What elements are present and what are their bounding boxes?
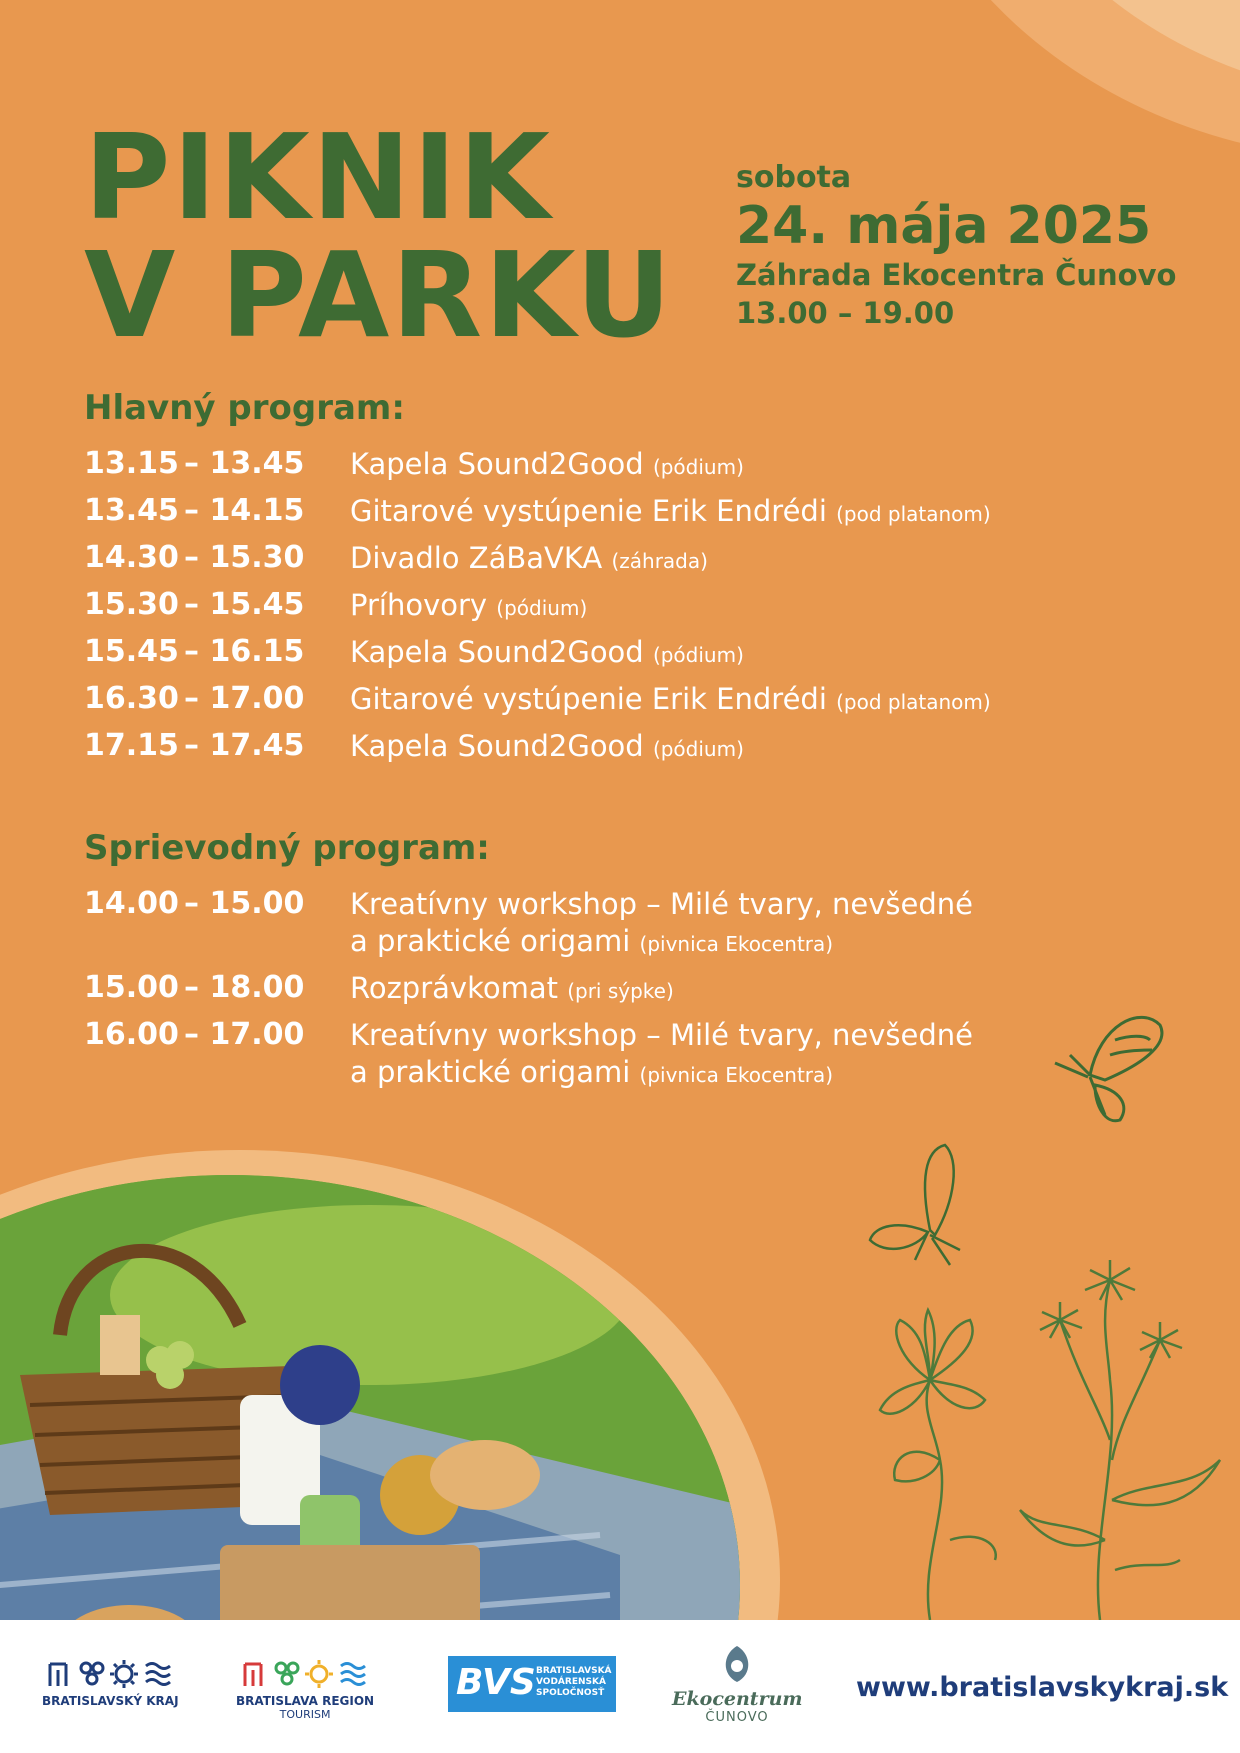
activity-location: (pod platanom) xyxy=(836,690,991,714)
activity xyxy=(350,970,674,1010)
activity xyxy=(350,493,991,533)
activity xyxy=(350,886,973,963)
bvs-label xyxy=(536,1666,612,1699)
logo-label: BRATISLAVA REGION xyxy=(236,1694,375,1708)
time-from: 15.45 xyxy=(84,634,179,669)
time-to: – 15.45 xyxy=(184,587,305,622)
time-to: – 17.00 xyxy=(184,681,305,716)
logo-bratislavsky-kraj[interactable] xyxy=(42,1656,179,1708)
time-from: 13.45 xyxy=(84,493,179,528)
time-from: 15.00 xyxy=(84,970,179,1005)
activity-name: Kapela Sound2Good xyxy=(350,447,644,481)
activity xyxy=(350,540,708,580)
event-day: sobota xyxy=(736,160,852,195)
event-info xyxy=(736,160,1176,332)
title-line-1: PIKNIK xyxy=(84,108,552,246)
activity-name: Kapela Sound2Good xyxy=(350,635,644,669)
bvs-label-line: BRATISLAVSKÁ xyxy=(536,1666,612,1676)
activity-location: (pódium) xyxy=(496,596,588,620)
activity-location: (pódium) xyxy=(652,643,744,667)
activity-name: Kapela Sound2Good xyxy=(350,729,644,763)
butterfly-icon xyxy=(860,1140,970,1270)
activity-name: Rozprávkomat xyxy=(350,971,558,1005)
logo-label: BRATISLAVSKÝ KRAJ xyxy=(42,1694,179,1708)
time-to: – 16.15 xyxy=(184,634,305,669)
time-from: 14.30 xyxy=(84,540,179,575)
activity-name: Kreatívny workshop – Milé tvary, nevšedné xyxy=(350,887,974,921)
time-from: 17.15 xyxy=(84,728,179,763)
butterfly-icon xyxy=(1050,1005,1170,1135)
picnic-scene-illustration xyxy=(0,1175,740,1620)
flower-illustration xyxy=(860,1260,1240,1620)
logo-sublabel: TOURISM xyxy=(279,1708,331,1721)
activity-name: Kreatívny workshop – Milé tvary, nevšedné xyxy=(350,1018,974,1052)
time-from: 15.30 xyxy=(84,587,179,622)
side-program-heading: Sprievodný program: xyxy=(84,828,490,868)
logo-bvs[interactable] xyxy=(448,1656,616,1712)
footer xyxy=(0,1620,1240,1753)
activity xyxy=(350,446,744,486)
event-date: 24. mája 2025 xyxy=(736,196,1152,256)
main-program-heading: Hlavný program: xyxy=(84,388,405,428)
bvs-mark: BVS xyxy=(456,1662,536,1703)
time-from: 13.15 xyxy=(84,446,179,481)
time-to: – 18.00 xyxy=(184,970,305,1005)
bsk-logo-mark xyxy=(46,1656,174,1690)
activity-location: (pódium) xyxy=(652,737,744,761)
activity-location: (pódium) xyxy=(652,455,744,479)
logo-ekocentrum[interactable] xyxy=(672,1644,802,1725)
activity xyxy=(350,681,991,721)
ekocentrum-leaf-icon xyxy=(715,1644,759,1684)
activity-name: Divadlo ZáBaVKA xyxy=(350,541,603,575)
title-line-2: V PARKU xyxy=(84,226,674,364)
activity-name-cont: a praktické origami xyxy=(350,1055,631,1089)
activity xyxy=(350,728,744,768)
activity xyxy=(350,634,744,674)
bvs-label-line: SPOLOČNOSŤ xyxy=(536,1688,605,1698)
activity xyxy=(350,1017,973,1094)
activity-location: (pri sýpke) xyxy=(567,979,674,1003)
time-from: 16.00 xyxy=(84,1017,179,1052)
time-to: – 14.15 xyxy=(184,493,305,528)
brt-logo-mark xyxy=(241,1656,369,1690)
logo-bratislava-region-tourism[interactable] xyxy=(236,1656,374,1721)
activity-location: (záhrada) xyxy=(611,549,708,573)
event-time: 13.00 – 19.00 xyxy=(736,296,955,330)
ekocentrum-name: Ekocentrum xyxy=(672,1688,803,1710)
activity-location: (pod platanom) xyxy=(836,502,991,526)
ekocentrum-sub: ČUNOVO xyxy=(705,1710,769,1725)
event-place: Záhrada Ekocentra Čunovo xyxy=(736,258,1177,292)
time-to: – 17.00 xyxy=(184,1017,305,1052)
activity-name: Príhovory xyxy=(350,588,488,622)
activity-name: Gitarové vystúpenie Erik Endrédi xyxy=(350,682,827,716)
activity-location: (pivnica Ekocentra) xyxy=(639,932,834,956)
website-link[interactable]: www.bratislavskykraj.sk xyxy=(856,1672,1229,1703)
time-to: – 13.45 xyxy=(184,446,305,481)
activity-name: Gitarové vystúpenie Erik Endrédi xyxy=(350,494,827,528)
time-from: 16.30 xyxy=(84,681,179,716)
event-title xyxy=(84,108,674,364)
bvs-label-line: VODÁRENSKÁ xyxy=(536,1677,606,1687)
picnic-photo xyxy=(0,1175,740,1620)
activity-name-cont: a praktické origami xyxy=(350,924,631,958)
time-to: – 17.45 xyxy=(184,728,305,763)
activity xyxy=(350,587,587,627)
time-to: – 15.00 xyxy=(184,886,305,921)
time-to: – 15.30 xyxy=(184,540,305,575)
activity-location: (pivnica Ekocentra) xyxy=(639,1063,834,1087)
time-from: 14.00 xyxy=(84,886,179,921)
